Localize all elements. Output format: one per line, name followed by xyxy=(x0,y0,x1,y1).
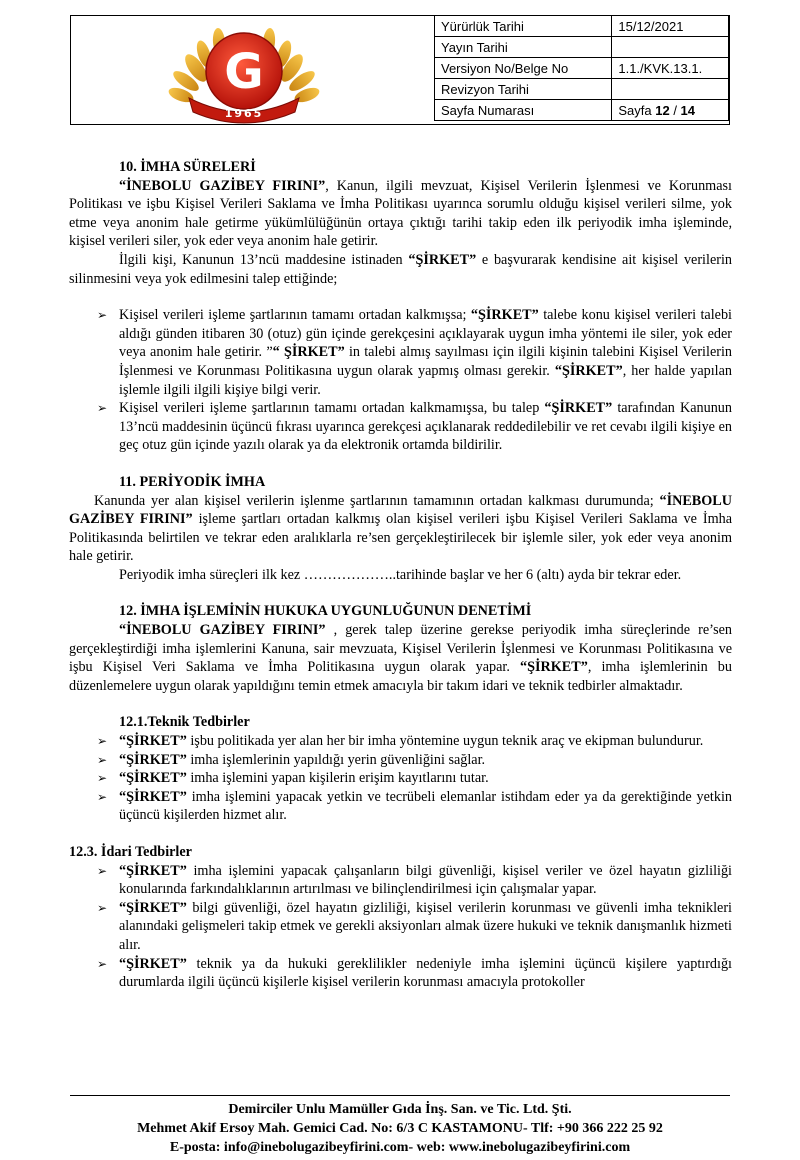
section-title: 12. İMHA İŞLEMİNİN HUKUKA UYGUNLUĞUNUN DENETİMİ xyxy=(119,603,532,620)
arrow-bullet-icon: ➢ xyxy=(97,900,108,915)
meta-row-publish-date xyxy=(435,37,729,58)
item-text: , her halde yapılan işlemle ilgili ilgili kişiye bilgi verir. xyxy=(119,362,732,398)
subsection-title: 12.3. İdari Tedbirler xyxy=(69,844,192,860)
logo-year: 1965 xyxy=(224,107,264,120)
company-ref: “ŞİRKET” xyxy=(119,733,187,750)
paragraph-text: e başvurarak kendisine ait kişisel verilerin silinmesini veya yok edilmesini talep ettiğinde; xyxy=(69,251,732,287)
footer-address: Mehmet Akif Ersoy Mah. Gemici Cad. No: 6/3 C KASTAMONU- Tlf: +90 366 222 25 92 xyxy=(137,1121,663,1136)
meta-value: 1.1./KVK.13.1. xyxy=(612,58,729,79)
company-name: “İNEBOLU GAZİBEY FIRINI” xyxy=(119,177,326,194)
company-ref: “ŞİRKET” xyxy=(470,307,539,324)
company-ref: “ŞİRKET” xyxy=(119,751,187,768)
item-text: imha işlemini yapacak çalışanların bilgi güvenliği, kişisel veriler ve özel hayatın gizliliği konularında farkındalıklarının artırılması ve bilinçlendirilmesi için çalışmalar yapar. xyxy=(119,862,732,898)
list-item xyxy=(69,399,732,455)
company-ref: “ŞİRKET” xyxy=(119,955,187,972)
item-text: imha işlemini yapan kişilerin erişim kayıtlarını tutar. xyxy=(186,770,489,787)
list-item xyxy=(69,955,732,992)
meta-label: Yürürlük Tarihi xyxy=(435,16,612,37)
document-header xyxy=(70,15,730,125)
technical-measures-list xyxy=(69,732,732,825)
paragraph-text: , gerek talep üzerine gerekse periyodik imha süreçlerinde re’sen gerçekleştirdiği imha işlemlerini Kanuna, sair mevzuata, Kişisel Verilerin İşlenmesi ve Korunması Politikasına ve işbu Kişisel Veri Saklama ve İmha Politikasına uygun olarak yapar. xyxy=(69,622,732,676)
company-ref: “ŞİRKET” xyxy=(119,862,187,879)
list-item xyxy=(69,788,732,825)
company-name: “İNEBOLU GAZİBEY FIRINI” xyxy=(69,492,732,528)
company-name: “İNEBOLU GAZİBEY FIRINI” xyxy=(119,622,326,639)
meta-row-page-number xyxy=(435,100,729,121)
meta-label: Sayfa Numarası xyxy=(435,100,612,121)
arrow-bullet-icon: ➢ xyxy=(97,863,108,878)
meta-row-revision-date xyxy=(435,79,729,100)
item-text: tarafından Kanunun 13’ncü maddesinin üçüncü fıkrası uyarınca gerekçesi açıklanarak reddedilebilir ve ret cevabı ilgili kişiye en geç otuz gün içinde yazılı olarak ya da elektronik ortamda bildirilir. xyxy=(119,400,732,454)
meta-label: Versiyon No/Belge No xyxy=(435,58,612,79)
bullet-list xyxy=(69,306,732,455)
item-text: imha işlemlerinin yapıldığı yerin güvenliğini sağlar. xyxy=(186,751,486,768)
arrow-bullet-icon: ➢ xyxy=(97,789,108,804)
company-ref: “ŞİRKET” xyxy=(119,770,187,787)
page-number-value xyxy=(612,100,729,121)
paragraph-text: Kanunda yer alan kişisel verilerin işlenme şartlarının tamamının ortadan kalkması durumunda; xyxy=(94,492,660,509)
item-text: Kişisel verileri işleme şartlarının tamamı ortadan kalkmamışsa, bu talep xyxy=(119,400,545,417)
list-item xyxy=(69,751,732,770)
meta-row-version xyxy=(435,58,729,79)
company-ref: “ŞİRKET” xyxy=(544,400,613,417)
arrow-bullet-icon: ➢ xyxy=(97,752,108,767)
paragraph: Periyodik imha süreçleri ilk kez ………………..tarihinde başlar ve her 6 (altı) ayda bir tekrar eder. xyxy=(119,566,682,583)
document-body xyxy=(69,158,732,992)
arrow-bullet-icon: ➢ xyxy=(97,308,108,323)
meta-label: Yayın Tarihi xyxy=(435,37,612,58)
paragraph-text: İlgili kişi, Kanunun 13’ncü maddesine istinaden xyxy=(119,251,409,268)
meta-value xyxy=(612,37,729,58)
company-ref: “ŞİRKET” xyxy=(119,788,187,805)
paragraph xyxy=(69,251,732,288)
current-page: 12 xyxy=(655,102,670,118)
arrow-bullet-icon: ➢ xyxy=(97,956,108,971)
company-logo xyxy=(71,16,416,124)
arrow-bullet-icon: ➢ xyxy=(97,401,108,416)
list-item xyxy=(69,899,732,955)
paragraph xyxy=(69,177,732,251)
company-ref: “ŞİRKET” xyxy=(408,251,477,268)
meta-value: 15/12/2021 xyxy=(612,16,729,37)
logo-graphic xyxy=(71,16,416,124)
item-text: bilgi güvenliği, özel hayatın gizliliği, kişisel verilerin korunması ve güvenli imha teknikleri alanındaki gelişmeleri takip etmek ve gerekli aksiyonları almak üzere hukuki ve teknik danışmanlık hizmeti alır. xyxy=(119,899,732,953)
list-item xyxy=(69,306,732,399)
arrow-bullet-icon: ➢ xyxy=(97,771,108,786)
item-text: talebe konu kişisel verileri talebi aldığı günden itibaren 30 (otuz) gün içinde gerekçesini açıklayarak uygun imha yöntemi ile siler, yok eder veya anonim hale getirir. ” xyxy=(119,307,733,361)
meta-row-effective-date xyxy=(435,16,729,37)
total-pages: 14 xyxy=(680,102,696,118)
item-text: işbu politikada yer alan her bir imha yöntemine uygun teknik araç ve ekipman bulundurur. xyxy=(186,733,704,750)
paragraph xyxy=(69,621,732,695)
section-title: 10. İMHA SÜRELERİ xyxy=(119,159,256,175)
paragraph-text: , imha işlemlerinin bu düzenlemelere uygun olarak yapıldığını temin etmek amacıyla bir takım idari ve teknik tedbirler almaktadır. xyxy=(69,659,732,694)
item-text: Kişisel verileri işleme şartlarının tamamı ortadan kalkmışsa; xyxy=(119,307,471,324)
list-item xyxy=(69,769,732,788)
item-text: imha işlemini yapacak yetkin ve tecrübeli elemanlar istihdam eder ya da gerektiğinde yetkin üçüncü kişilerden hizmet alır. xyxy=(119,788,732,824)
item-text: in talebi almış sayılması için ilgili kişinin talebini Kişisel Verilerin İşlenmesi ve Korunması Politikasına uygun olarak yapmış olması gerekir. xyxy=(119,344,732,379)
paragraph xyxy=(69,492,732,566)
footer-company-name: Demirciler Unlu Mamüller Gıda İnş. San. ve Tic. Ltd. Şti. xyxy=(228,1102,572,1117)
page-prefix: Sayfa xyxy=(618,102,656,118)
subsection-title: 12.1.Teknik Tedbirler xyxy=(119,714,250,731)
company-ref: “ŞİRKET” xyxy=(520,659,588,676)
arrow-bullet-icon: ➢ xyxy=(97,734,108,749)
paragraph-text: işleme şartları ortadan kalkmış olan kişisel verileri işbu Kişisel Verileri Saklama ve İmha Politikasında belirtilen ve tekrar eden aralıklarla re’sen gerçekleştirilecek bir işlemle siler, yok eder veya anonim hale getirir. xyxy=(69,511,732,565)
page-separator: / xyxy=(669,102,681,118)
list-item xyxy=(69,732,732,751)
document-meta-table xyxy=(434,15,729,121)
document-footer xyxy=(70,1095,730,1157)
section-title: 11. PERİYODİK İMHA xyxy=(119,473,266,490)
company-ref: “ŞİRKET” xyxy=(119,899,187,916)
meta-value xyxy=(612,79,729,100)
company-ref: “ ŞİRKET” xyxy=(272,344,345,361)
logo-letter: G xyxy=(224,44,264,100)
meta-label: Revizyon Tarihi xyxy=(435,79,612,100)
list-item xyxy=(69,862,732,899)
paragraph-text: , Kanun, ilgili mevzuat, Kişisel Verilerin İşlenmesi ve Korunması Politikası ve işbu Kişisel Verileri Saklama ve İmha Politikası uyarınca sorumlu olduğu kişisel verileri silme, yok etme veya anonim hale getirme yükümlülüğünün ortaya çıktığı tarihi takip eden ilk periyodik imha işleminde, kişisel verileri siler, yok eder veya anonim hale getirir. xyxy=(69,177,732,250)
item-text: teknik ya da hukuki gereklilikler nedeniyle imha işlemini üçüncü kişilere yaptırdığı durumlarda ilgili üçüncü kişilerle kişisel verilerin korunması amacıyla protokoller xyxy=(119,955,732,991)
company-ref: “ŞİRKET” xyxy=(554,362,623,379)
administrative-measures-list xyxy=(69,862,732,992)
footer-contact: E-posta: info@inebolugazibeyfirini.com- web: www.inebolugazibeyfirini.com xyxy=(169,1140,631,1155)
